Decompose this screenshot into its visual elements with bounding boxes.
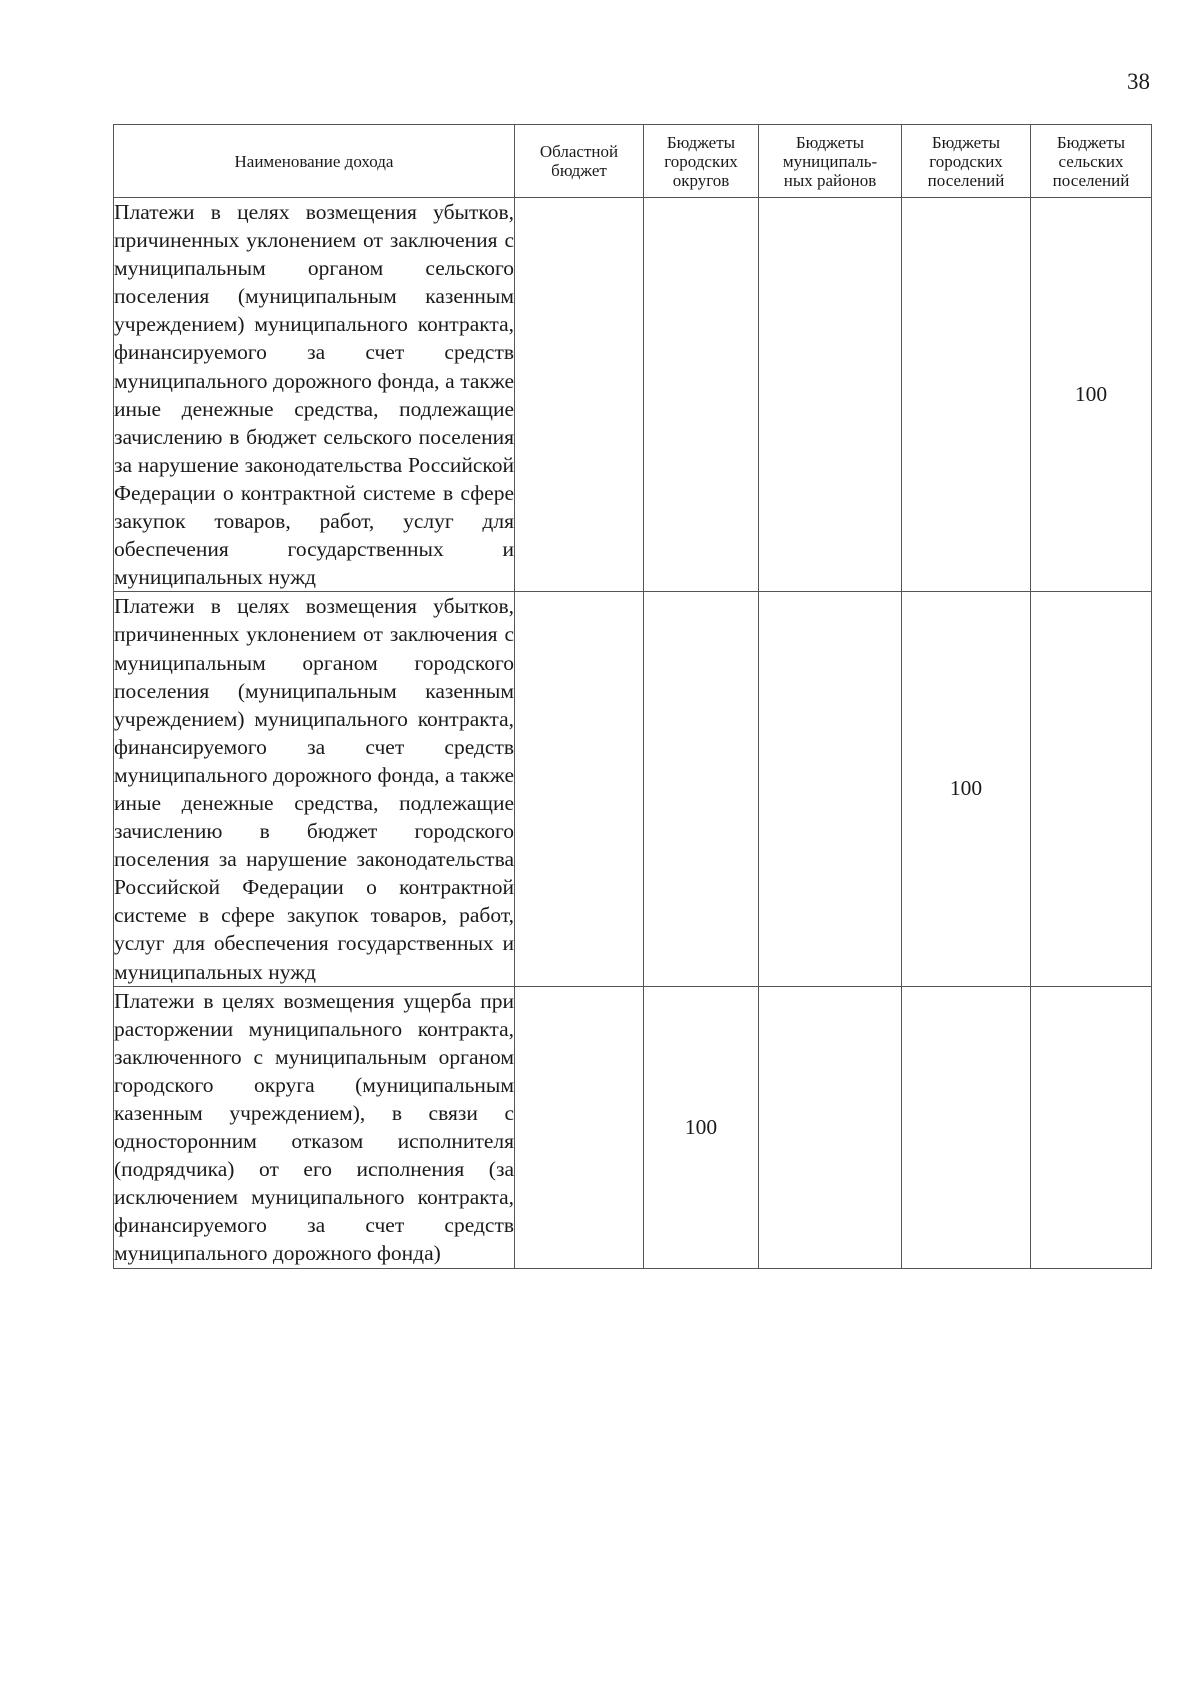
table-header-row	[114, 125, 1152, 198]
header-city-districts-budgets: Бюджеты городских округов	[644, 125, 759, 198]
table-row	[114, 592, 1152, 986]
urban-settlements-cell	[902, 198, 1031, 592]
header-municipal-districts-budgets: Бюджеты муниципаль- ных районов	[759, 125, 902, 198]
urban-settlements-cell: 100	[902, 592, 1031, 986]
header-regional-budget: Областной бюджет	[515, 125, 644, 198]
urban-settlements-cell	[902, 986, 1031, 1268]
municipal-districts-cell	[759, 986, 902, 1268]
city-districts-cell: 100	[644, 986, 759, 1268]
table-row	[114, 986, 1152, 1268]
regional-budget-cell	[515, 592, 644, 986]
page-number: 38	[1127, 69, 1150, 94]
header-rural-settlements-budgets: Бюджеты сельских поселений	[1031, 125, 1152, 198]
rural-settlements-cell: 100	[1031, 198, 1152, 592]
revenue-distribution-table	[113, 124, 1152, 1269]
municipal-districts-cell	[759, 198, 902, 592]
rural-settlements-cell	[1031, 986, 1152, 1268]
header-revenue-name	[114, 125, 515, 198]
municipal-districts-cell	[759, 592, 902, 986]
regional-budget-cell	[515, 198, 644, 592]
city-districts-cell	[644, 592, 759, 986]
regional-budget-cell	[515, 986, 644, 1268]
header-revenue-name-text: Наименование дохода	[234, 151, 394, 171]
rural-settlements-cell	[1031, 592, 1152, 986]
table-row	[114, 198, 1152, 592]
revenue-name-cell: Платежи в целях возмещения убытков, причиненных уклонением от заключения с муниципальным органом городского поселения (муниципальным казенным учреждением) муниципального контракта, финансируемого за счет средств муниципального дорожного фонда, а также иные денежные средства, подлежащие зачислению в бюджет городского поселения за нарушение законодательства Российской Федерации о контрактной системе в сфере закупок товаров, работ, услуг для обеспечения государственных и муниципальных нужд	[114, 592, 515, 986]
header-urban-settlements-budgets: Бюджеты городских поселений	[902, 125, 1031, 198]
revenue-name-cell: Платежи в целях возмещения убытков, причиненных уклонением от заключения с муниципальным органом сельского поселения (муниципальным казенным учреждением) муниципального контракта, финансируемого за счет средств муниципального дорожного фонда, а также иные денежные средства, подлежащие зачислению в бюджет сельского поселения за нарушение законодательства Российской Федерации о контрактной системе в сфере закупок товаров, работ, услуг для обеспечения государственных и муниципальных нужд	[114, 198, 515, 592]
revenue-name-cell: Платежи в целях возмещения ущерба при расторжении муниципального контракта, заключенного с муниципальным органом городского округа (муниципальным казенным учреждением), в связи с односторонним отказом исполнителя (подрядчика) от его исполнения (за исключением муниципального контракта, финансируемого за счет средств муниципального дорожного фонда)	[114, 986, 515, 1268]
city-districts-cell	[644, 198, 759, 592]
